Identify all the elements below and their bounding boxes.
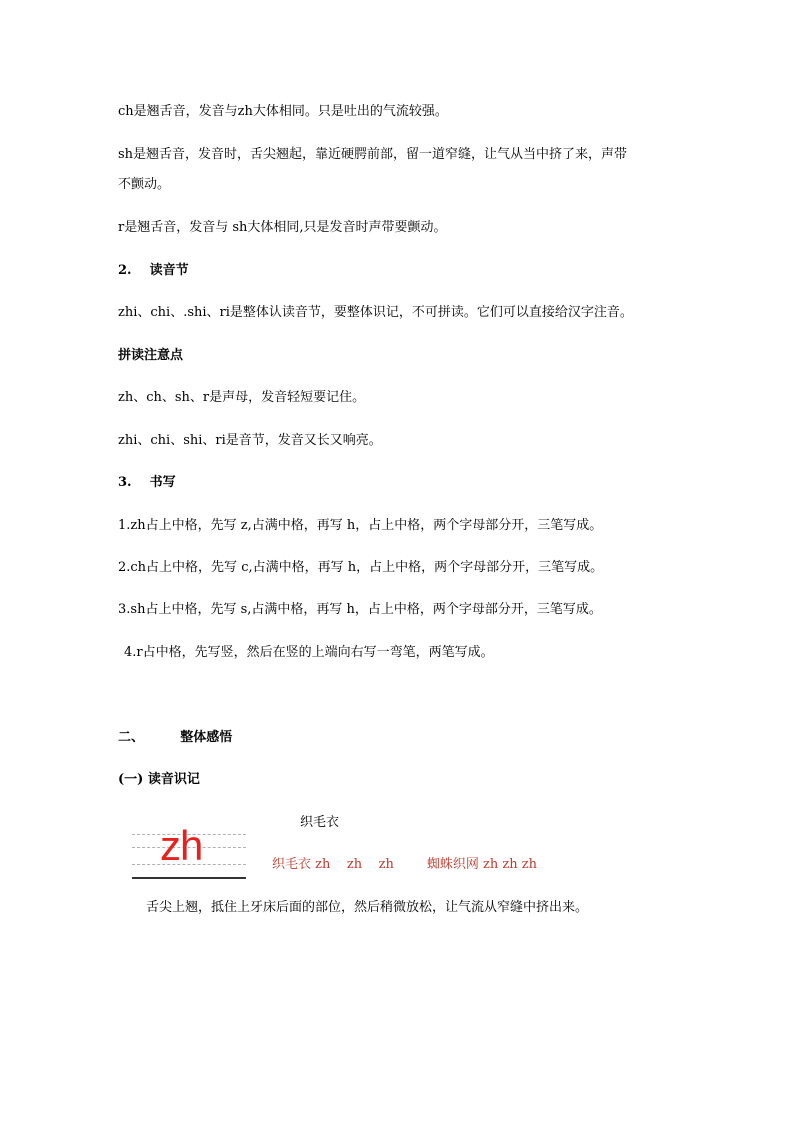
- r-description: r是翘舌音，发音与 sh大体相同,只是发音时声带要颤动。: [118, 220, 447, 235]
- heading-writing: 3. 书写: [118, 475, 176, 490]
- ch-description: ch是翘舌音，发音与zh大体相同。只是吐出的气流较强。: [118, 104, 448, 119]
- writing-step-3: 3.sh占上中格，先写 s,占满中格，再写 h，占上中格，两个字母部分开，三笔写成。: [118, 602, 602, 617]
- rhyme-line: 织毛衣 zh zh zh 蜘蛛织网 zh zh zh: [272, 857, 537, 872]
- reading-note-2: zhi、chi、shi、ri是音节，发音又长又响亮。: [118, 433, 382, 448]
- syllables-description: zhi、chi、.shi、ri是整体认读音节，要整体识记，不可拼读。它们可以直接给汉字注音。: [118, 305, 633, 320]
- guide-baseline: [132, 877, 246, 879]
- pinyin-zh-letters: zh: [160, 822, 203, 869]
- pinyin-box: [132, 822, 246, 880]
- section-heading-overall: 二、 整体感悟: [118, 730, 233, 745]
- tongue-description: 舌尖上翘，抵住上牙床后面的部位，然后稍微放松，让气流从窄缝中挤出来。: [146, 900, 589, 915]
- writing-step-2: 2.ch占上中格，先写 c,占满中格，再写 h，占上中格，两个字母部分开，三笔写成。: [118, 560, 604, 575]
- heading-read-syllables: 2. 读音节: [118, 263, 189, 278]
- rhyme-title: 织毛衣: [300, 815, 340, 830]
- writing-step-1: 1.zh占上中格，先写 z,占满中格，再写 h，占上中格，两个字母部分开，三笔写成。: [118, 518, 603, 533]
- sh-description-line-1: sh是翘舌音，发音时，舌尖翘起，靠近硬腭前部，留一道窄缝，让气从当中挤了来，声带: [118, 147, 628, 162]
- heading-reading-notes: 拼读注意点: [118, 348, 184, 363]
- writing-step-4: 4.r占中格，先写竖，然后在竖的上端向右写一弯笔，两笔写成。: [124, 645, 494, 660]
- subsection-heading-reading: (一) 读音识记: [118, 772, 200, 787]
- reading-note-1: zh、ch、sh、r是声母，发音轻短要记住。: [118, 390, 366, 405]
- sh-description-line-2: 不颤动。: [118, 177, 171, 192]
